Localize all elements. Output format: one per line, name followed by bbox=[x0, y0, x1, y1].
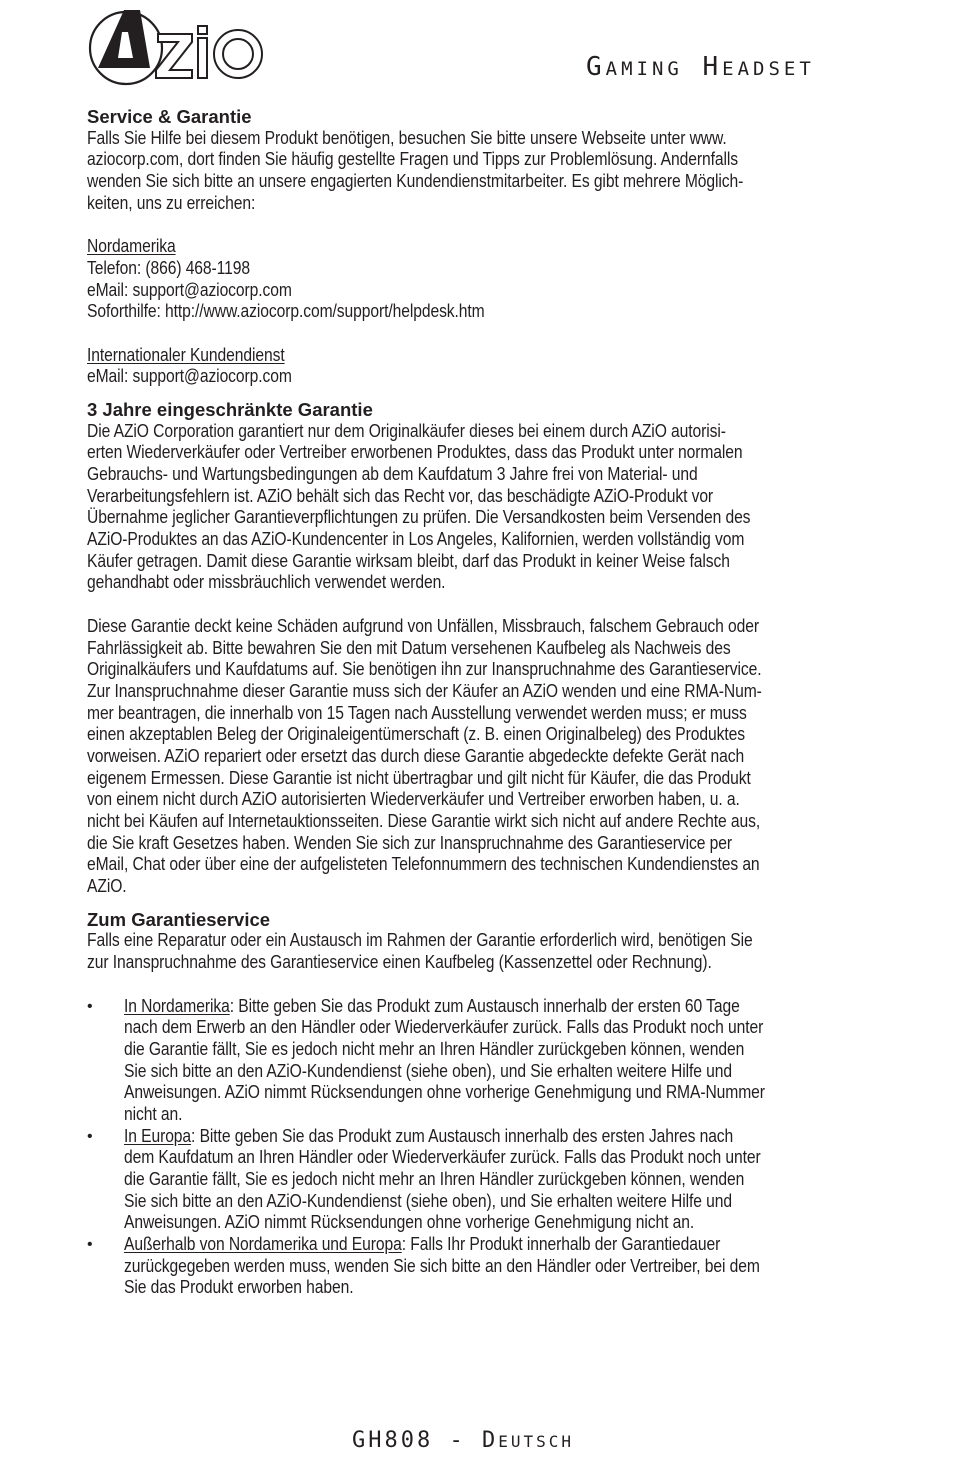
section-heading-warranty: 3 Jahre eingeschränkte Garantie bbox=[87, 398, 373, 420]
paragraph-line: Zur Inanspruchnahme dieser Garantie muss sich der Käufer an AZiO wenden und eine RMA-Num- bbox=[87, 680, 762, 701]
azio-logo-icon bbox=[88, 8, 266, 88]
paragraph-line: nicht bei Käufen auf Internetauktionsseiten. Diese Garantie wirkt sich nicht auf andere Rechte aus, bbox=[87, 811, 761, 831]
contact-heading-north-america: Nordamerika bbox=[87, 236, 176, 257]
bullet-label: In Nordamerika bbox=[123, 995, 230, 1016]
bullet-label: In Europa bbox=[123, 1125, 192, 1146]
paragraph-line: keiten, uns zu erreichen: bbox=[87, 192, 256, 213]
list-item-outside bbox=[87, 1234, 887, 1299]
paragraph-line: Falls Sie Hilfe bei diesem Produkt benötigen, besuchen Sie bitte unsere Webseite unter www. bbox=[87, 127, 727, 148]
bullet-line: Sie das Produkt erworben haben. bbox=[123, 1277, 354, 1298]
bullet-line: die Garantie fällt, Sie es jedoch nicht mehr an Ihren Händler zurückgeben können, wenden bbox=[123, 1169, 745, 1189]
contact-email: eMail: support@aziocorp.com bbox=[87, 279, 292, 300]
bullet-text: : Falls Ihr Produkt innerhalb der Garantiedauer bbox=[401, 1234, 721, 1255]
paragraph-line: Originalkäufers und Kaufdatums auf. Sie benötigen ihn zur Inanspruchnahme des Garantieservice. bbox=[87, 659, 762, 680]
page-footer bbox=[352, 1428, 574, 1453]
paragraph-line: aziocorp.com, dort finden Sie häufig gestellte Fragen und Tipps zur Problemlösung. Andernfalls bbox=[87, 149, 738, 170]
paragraph-line: AZiO-Produktes an das AZiO-Kundencenter in Los Angeles, Kalifornien, werden vollständig vom bbox=[87, 529, 745, 550]
section-heading-service-claim: Zum Garantieservice bbox=[87, 908, 271, 930]
contact-helpdesk: Soforthilfe: http://www.aziocorp.com/support/helpdesk.htm bbox=[87, 301, 485, 322]
contact-email-international: eMail: support@aziocorp.com bbox=[87, 366, 292, 387]
paragraph-line: eMail, Chat oder über eine der aufgelisteten Telefonnummern des technischen Kundendienstes an bbox=[87, 854, 760, 875]
bullet-line: Sie sich bitte an den AZiO-Kundendienst (siehe oben), und Sie erhalten weitere Hilfe und bbox=[123, 1190, 733, 1211]
paragraph-line: von einem nicht durch AZiO autorisierten Wiederverkäufer und Vertreiber erworben haben, u. a. bbox=[87, 789, 740, 810]
paragraph-line: Fahrlässigkeit ab. Bitte bewahren Sie den mit Datum versehenen Kaufbeleg als Nachweis des bbox=[87, 637, 731, 658]
paragraph-line: wenden Sie sich bitte an unsere engagierten Kundendienstmitarbeiter. Es gibt mehrere Möglich- bbox=[87, 171, 744, 192]
paragraph-line: eigenem Ermessen. Diese Garantie ist nicht übertragbar und gilt nicht für Käufer, die das Produkt bbox=[87, 767, 751, 788]
paragraph-line: die Sie kraft Gesetzes haben. Wenden Sie sich zur Inanspruchnahme des Garantieservice per bbox=[87, 832, 733, 853]
bullet-line: nicht an. bbox=[123, 1103, 183, 1124]
document-body bbox=[87, 106, 887, 1299]
paragraph-line: Diese Garantie deckt keine Schäden aufgrund von Unfällen, Missbrauch, falschem Gebrauch oder bbox=[87, 615, 759, 636]
list-item-north-america bbox=[87, 996, 887, 1126]
paragraph-line: einen akzeptablen Beleg der Originaleigentümerschaft (z. B. einen Originalbeleg) des Produktes bbox=[87, 724, 745, 745]
document-title bbox=[586, 52, 815, 82]
title-word-1-rest: AMING bbox=[605, 58, 683, 80]
contact-phone: Telefon: (866) 468-1198 bbox=[87, 257, 250, 278]
bullet-text: : Bitte geben Sie das Produkt zum Austausch innerhalb der ersten 60 Tage bbox=[229, 995, 740, 1016]
bullet-line: Sie sich bitte an den AZiO-Kundendienst (siehe oben), und Sie erhalten weitere Hilfe und bbox=[123, 1060, 733, 1081]
list-item-europe bbox=[87, 1126, 887, 1234]
bullet-line: Anweisungen. AZiO nimmt Rücksendungen ohne vorherige Genehmigung nicht an. bbox=[123, 1212, 695, 1233]
footer-lang-rest: EUTSCH bbox=[498, 1432, 575, 1451]
bullet-icon: • bbox=[87, 1127, 93, 1145]
paragraph-line: Falls eine Reparatur oder ein Austausch im Rahmen der Garantie erforderlich wird, benötigen Sie bbox=[87, 930, 753, 951]
paragraph-line: Käufer getragen. Damit diese Garantie wirksam bleibt, darf das Produkt in keiner Weise falsch bbox=[87, 550, 730, 571]
bullet-line: Anweisungen. AZiO nimmt Rücksendungen ohne vorherige Genehmigung und RMA-Nummer bbox=[123, 1082, 765, 1103]
bullet-line: nach dem Erwerb an den Händler oder Wiederverkäufer zurück. Falls das Produkt noch unter bbox=[123, 1017, 764, 1038]
paragraph-line: Verarbeitungsfehlern ist. AZiO behält sich das Recht vor, das beschädigte AZiO-Produkt vor bbox=[87, 485, 714, 506]
bullet-line: die Garantie fällt, Sie es jedoch nicht mehr an Ihren Händler zurückgeben können, wenden bbox=[123, 1038, 745, 1059]
paragraph-line: erten Wiederverkäufer oder Vertreiber erworbenen Produktes, dass das Produkt unter normalen bbox=[87, 442, 743, 463]
paragraph-line: AZiO. bbox=[87, 876, 127, 897]
bullet-icon: • bbox=[87, 997, 93, 1015]
azio-logo bbox=[88, 8, 266, 88]
title-word-2-cap: H bbox=[702, 52, 723, 82]
contact-heading-international: Internationaler Kundendienst bbox=[87, 344, 285, 365]
bullet-label: Außerhalb von Nordamerika und Europa bbox=[123, 1234, 402, 1255]
title-word-2-rest: EADSET bbox=[722, 58, 815, 80]
paragraph-line: Die AZiO Corporation garantiert nur dem Originalkäufer dieses bei einem durch AZiO autorisi- bbox=[87, 420, 726, 441]
footer-model: GH808 bbox=[352, 1428, 434, 1453]
footer-lang-cap: D bbox=[481, 1428, 499, 1453]
paragraph-line: gehandhabt oder missbräuchlich verwendet werden. bbox=[87, 572, 446, 593]
paragraph-line: mer beantragen, die innerhalb von 15 Tagen nach Ausstellung verwendet werden muss; er muss bbox=[87, 702, 747, 723]
paragraph-line: zur Inanspruchnahme des Garantieservice einen Kaufbeleg (Kassenzettel oder Rechnung). bbox=[87, 952, 712, 973]
title-word-1-cap: G bbox=[586, 52, 606, 82]
paragraph-line: vorweisen. AZiO repariert oder ersetzt das durch diese Garantie abgedeckte defekte Gerät nach bbox=[87, 745, 745, 766]
bullet-icon: • bbox=[87, 1236, 93, 1254]
bullet-text: : Bitte geben Sie das Produkt zum Austausch innerhalb des ersten Jahres nach bbox=[191, 1125, 734, 1146]
footer-separator: - bbox=[433, 1428, 482, 1453]
bullet-line: zurückgegeben werden muss, wenden Sie sich bitte an den Händler oder Vertreiber, bei dem bbox=[123, 1255, 760, 1276]
paragraph-line: Übernahme jeglicher Garantieverpflichtungen zu prüfen. Die Versandkosten beim Versenden des bbox=[87, 507, 751, 528]
section-heading-service: Service & Garantie bbox=[87, 106, 252, 127]
paragraph-line: Gebrauchs- und Wartungsbedingungen ab dem Kaufdatum 3 Jahre frei von Material- und bbox=[87, 464, 698, 484]
bullet-line: dem Kaufdatum an Ihren Händler oder Wiederverkäufer zurück. Falls das Produkt noch unter bbox=[123, 1147, 761, 1168]
